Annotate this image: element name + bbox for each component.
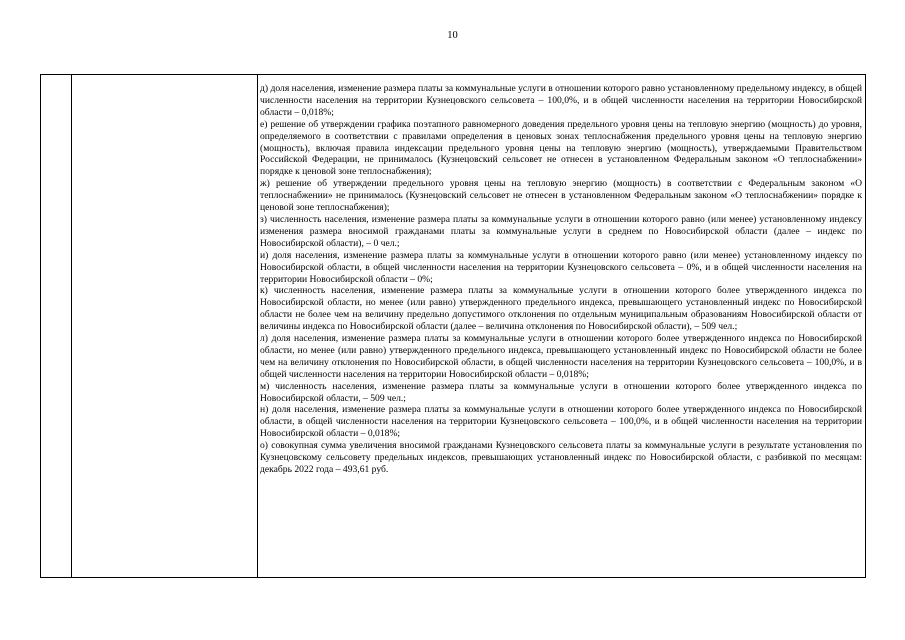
paragraph-z: з) численность населения, изменение размера платы за коммунальные услуги в отношении которого равно (или менее) установленному индексу изменения размера вносимой гражданами платы за коммунальные услуги в среднем по Новосибирской области (далее – индекс по Новосибирской области), – 0 чел.; — [260, 213, 862, 249]
table-cell-text — [260, 83, 862, 476]
column-divider-2 — [257, 75, 258, 577]
column-divider-1 — [71, 75, 72, 577]
page-number: 10 — [447, 30, 458, 41]
paragraph-o: о) совокупная сумма увеличения вносимой гражданами Кузнецовского сельсовета платы за коммунальные услуги в результате установления по Кузнецовскому сельсовету предельных индексов, превышающих установленный индекс по Новосибирской области, с разбивкой по месяцам: декабрь 2022 года – 493,61 руб. — [260, 440, 862, 475]
paragraph-k: к) численность населения, изменение размера платы за коммунальные услуги в отношении которого более утвержденного индекса по Новосибирской области, но менее (или равно) утвержденного предельного индекса, превышающего установленный индекс по Новосибирской области не более чем на величину предельно допустимого отклонения по отдельным муниципальным образованиям Новосибирской области от величины индекса по Новосибирской области (далее – величина отклонения по Новосибирской области), – 509 чел.; — [260, 285, 862, 333]
paragraph-d: д) доля населения, изменение размера платы за коммунальные услуги в отношении которого равно установленному предельному индексу, в общей численности населения на территории Кузнецовского сельсовета – 100,0%, и в общей численности населения на территории Новосибирской области – 0,018%; — [260, 83, 863, 118]
document-table — [40, 74, 866, 578]
paragraph-i: и) доля населения, изменение размера платы за коммунальные услуги в отношении которого равно (или менее) установленному индексу по Новосибирской области, в общей численности населения на территории Кузнецовского сельсовета – 0%, и в общей численности населения на территории Новосибирской области – 0%; — [260, 249, 862, 285]
paragraph-e: е) решение об утверждении графика поэтапного равномерного доведения предельного уровня цены на тепловую энергию (мощность) до уровня, определяемого в соответствии с правилами определения в ценовых зонах теплоснабжения предельного уровня цены на тепловую энергию (мощность), включая правила индексации предельного уровня цены на тепловую энергию (мощность), утверждаемыми Правительством Российской Федерации, не принималось (Кузнецовский сельсовет не отнесен в установленном Федеральным законом «О теплоснабжении» порядке к ценовой зоне теплоснабжения); — [260, 118, 862, 178]
paragraph-zh: ж) решение об утверждении предельного уровня цены на тепловую энергию (мощность) в соответствии с Федеральным законом «О теплоснабжении» не принималось (Кузнецовский сельсовет не отнесен в установленном Федеральным законом «О теплоснабжении» порядке к ценовой зоне теплоснабжения); — [260, 178, 862, 214]
paragraph-l: л) доля населения, изменение размера платы за коммунальные услуги в отношении которого более утвержденного индекса по Новосибирской области, но менее (или равно) утвержденного предельного индекса, превышающего установленный индекс по Новосибирской области не более чем на величину отклонения по Новосибирской области, в общей численности населения на территории Кузнецовского сельсовета – 100,0%, и в общей численности населения на территории Новосибирской области – 0,018%; — [260, 333, 862, 380]
paragraph-n: н) доля населения, изменение размера платы за коммунальные услуги в отношении которого более утвержденного индекса по Новосибирской области, в общей численности населения на территории Кузнецовского сельсовета – 100,0%, и в общей численности населения на территории Новосибирской области – 0,018%; — [260, 404, 862, 440]
paragraph-m: м) численность населения, изменение размера платы за коммунальные услуги в отношении которого более утвержденного индекса по Новосибирской области, – 509 чел.; — [260, 380, 862, 404]
